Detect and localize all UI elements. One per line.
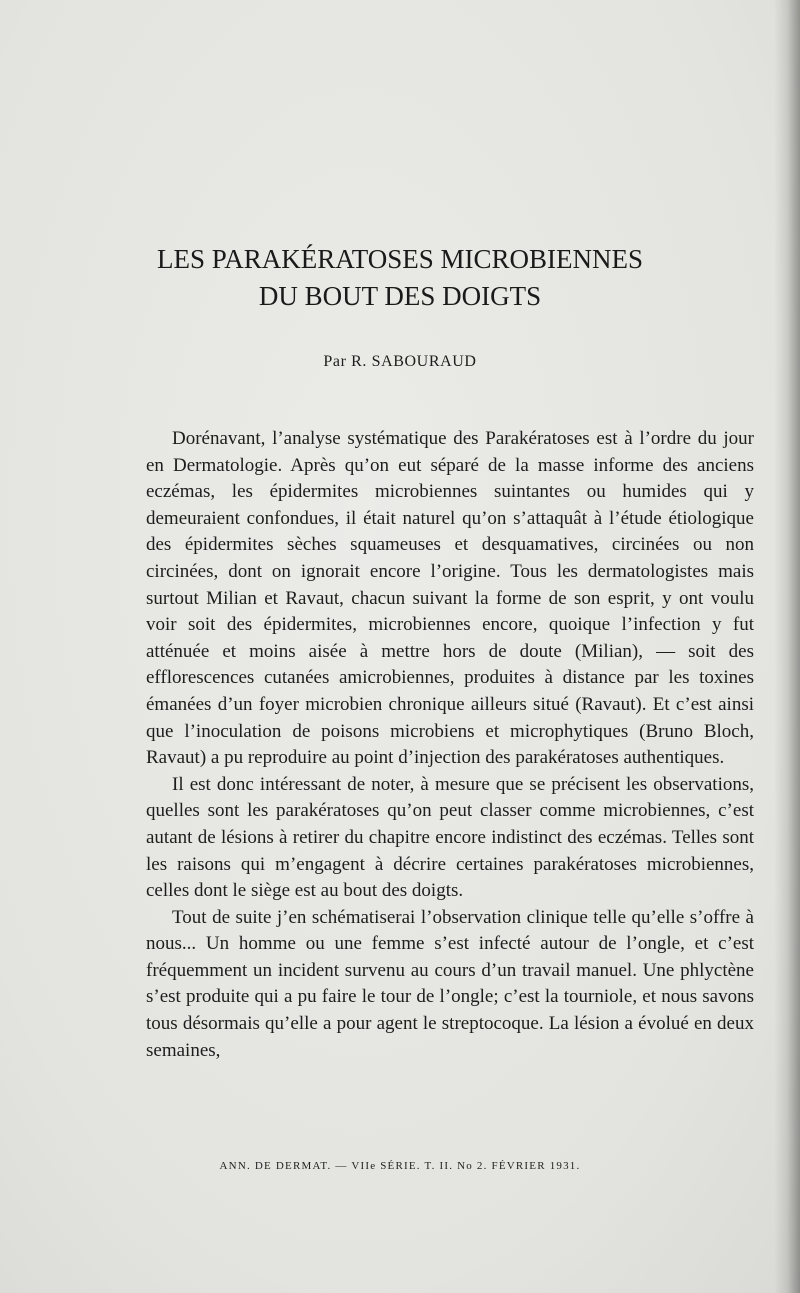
journal-footer: ANN. DE DERMAT. — VIIe SÉRIE. T. II. No 2. FÉVRIER 1931. [219,1160,581,1172]
article-author: Par R. SABOURAUD [323,353,477,370]
page-spine-shadow [774,0,800,1293]
article-title-line-2: DU BOUT DES DOIGTS [258,281,542,311]
article-title-line-1: LES PARAKÉRATOSES MICROBIENNES [156,244,644,274]
article-body [146,426,754,1064]
paragraph-3: Tout de suite j’en schématiserai l’observation clinique telle qu’elle s’offre à nous... Un homme ou une femme s’est infecté autour de l’ongle, et c’est fréquemment un incident survenu au cours d’un travail manuel. Une phlyctène s’est produite qui a pu faire le tour de l’ongle; c’est la tourniole, et nous savons tous désormais qu’elle a pour agent le streptocoque. La lésion a évolué en deux semaines, [146,906,754,1061]
paragraph-2: Il est donc intéressant de noter, à mesure que se précisent les observations, quelles sont les parakératoses qu’on peut classer comme microbiennes, c’est autant de lésions à retirer du chapitre encore indistinct des eczémas. Telles sont les raisons qui m’engagent à décrire certaines parakératoses microbiennes, celles dont le siège est au bout des doigts. [146,773,754,902]
paragraph-1: Dorénavant, l’analyse systématique des Parakératoses est à l’ordre du jour en Dermatologie. Après qu’on eut séparé de la masse informe des anciens eczémas, les épidermites microbiennes suintantes ou humides qui y demeuraient confondues, il était naturel qu’on s’attaquât à l’étude étiologique des épidermites sèches squameuses et desquamatives, circinées ou non circinées, dont on ignorait encore l’origine. Tous les dermatologistes mais surtout Milian et Ravaut, chacun suivant la forme de son esprit, y ont voulu voir soit des épidermites, microbiennes encore, quoique l’infection y fut atténuée et moins aisée à mettre hors de doute (Milian), — soit des efflorescences cutanées amicrobiennes, produites à distance par les toxines émanées d’un foyer microbien chronique ailleurs situé (Ravaut). Et c’est ainsi que l’inoculation de poisons microbiens et microphytiques (Bruno Bloch, Ravaut) a pu reproduire au point d’injection des parakératoses authentiques. [146,428,754,769]
